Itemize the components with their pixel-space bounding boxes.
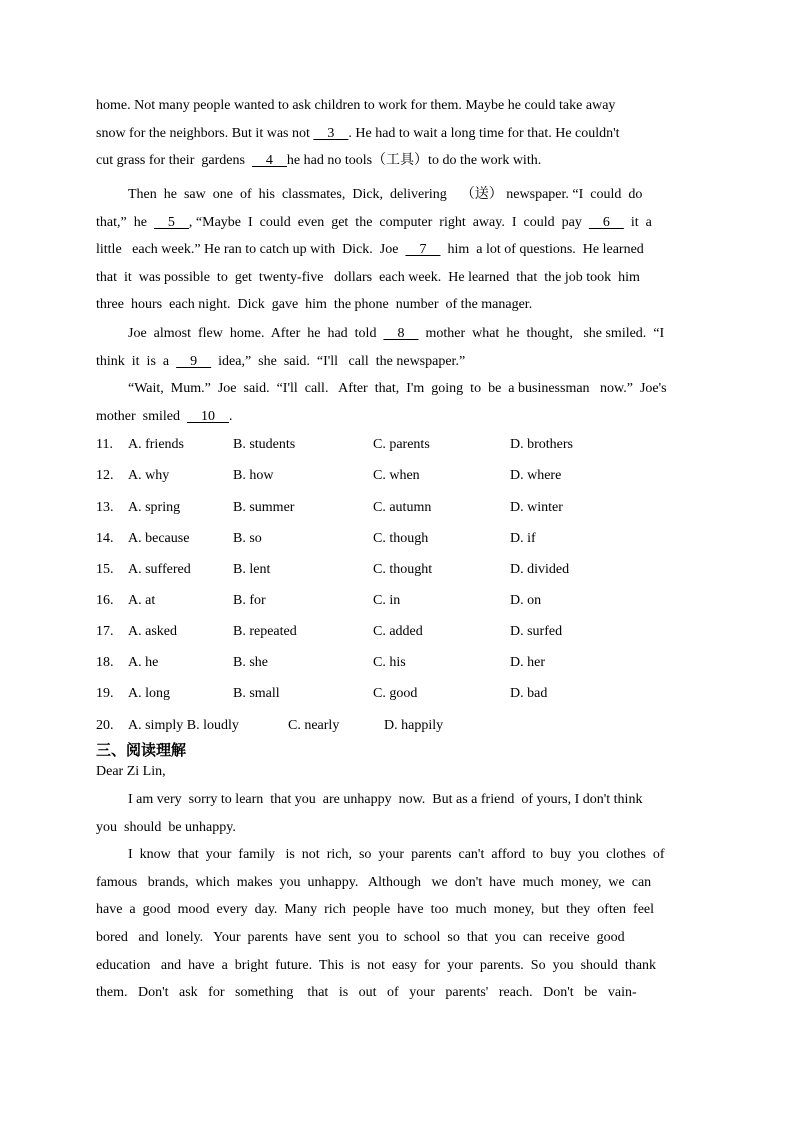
question-row — [96, 460, 696, 491]
passage-line: mother smiled 10 . — [96, 403, 696, 431]
blank-10[interactable]: 10 — [187, 408, 229, 424]
option-a-b[interactable]: A. simply B. loudly — [128, 718, 239, 733]
option-d[interactable]: D. where — [510, 468, 562, 483]
option-b[interactable]: B. repeated — [233, 624, 297, 639]
question-row — [96, 492, 696, 523]
letter-line: have a good mood every day. Many rich people have too much money, but they often feel — [96, 902, 655, 918]
option-a[interactable]: A. spring — [128, 500, 181, 515]
passage-line: that,” he 5 , “Maybe I could even get the computer right away. I could pay 6 it a — [96, 209, 696, 237]
blank-3[interactable]: 3 — [313, 125, 349, 141]
option-a[interactable]: A. because — [128, 531, 190, 546]
passage-line: think it is a 9 idea,” she said. “I'll call the newspaper.” — [96, 348, 696, 376]
letter-salutation: Dear Zi Lin, — [96, 764, 166, 779]
question-row — [96, 647, 696, 678]
cloze-paragraph-4 — [96, 375, 696, 430]
question-row — [96, 585, 696, 616]
option-c[interactable]: C. in — [373, 593, 401, 608]
cloze-paragraph-2 — [96, 181, 696, 319]
option-c[interactable]: C. parents — [373, 437, 430, 452]
question-row — [96, 554, 696, 585]
option-b[interactable]: B. small — [233, 686, 280, 701]
option-a[interactable]: A. suffered — [128, 562, 191, 577]
passage-line: “Wait, Mum.” Joe said. “I'll call. After that, I'm going to be a businessman now.” Joe's — [128, 381, 667, 396]
question-number: 18. — [96, 655, 114, 670]
option-a[interactable]: A. at — [128, 593, 156, 608]
blank-7[interactable]: 7 — [405, 242, 441, 258]
letter-body — [96, 786, 696, 1007]
option-c[interactable]: C. his — [373, 655, 406, 670]
passage-line: Joe almost flew home. After he had told 8 mother what he thought, she smiled. “I — [96, 320, 696, 348]
option-c[interactable]: C. good — [373, 686, 418, 701]
blank-6[interactable]: 6 — [588, 214, 624, 230]
option-c[interactable]: C. nearly — [288, 718, 340, 733]
question-number: 13. — [96, 500, 114, 515]
question-number: 14. — [96, 531, 114, 546]
option-a[interactable]: A. he — [128, 655, 159, 670]
passage-line: cut grass for their gardens 4 he had no tools（工具）to do the work with. — [96, 147, 696, 175]
option-d[interactable]: D. on — [510, 593, 542, 608]
blank-9[interactable]: 9 — [176, 353, 212, 369]
question-row — [96, 710, 696, 741]
question-number: 17. — [96, 624, 114, 639]
section-heading: 三、阅读理解 — [96, 741, 187, 759]
question-row — [96, 429, 696, 460]
option-c[interactable]: C. added — [373, 624, 423, 639]
option-a[interactable]: A. asked — [128, 624, 177, 639]
option-d[interactable]: D. brothers — [510, 437, 573, 452]
option-b[interactable]: B. lent — [233, 562, 271, 577]
cloze-passage — [96, 92, 696, 175]
option-d[interactable]: D. happily — [384, 718, 444, 733]
option-d[interactable]: D. bad — [510, 686, 548, 701]
cloze-paragraph-3 — [96, 320, 696, 375]
option-b[interactable]: B. students — [233, 437, 296, 452]
option-b[interactable]: B. for — [233, 593, 266, 608]
letter-line: them. Don't ask for something that is out of your parents' reach. Don't be vain- — [96, 985, 637, 1001]
option-d[interactable]: D. winter — [510, 500, 563, 515]
passage-line: Then he saw one of his classmates, Dick, delivering （送） newspaper. “I could do — [128, 187, 643, 202]
passage-line: that it was possible to get twenty-five dollars each week. He learned that the job took him — [96, 269, 640, 285]
passage-line: snow for the neighbors. But it was not 3 . He had to wait a long time for that. He couldn't — [96, 120, 696, 148]
blank-5[interactable]: 5 — [153, 214, 189, 230]
option-c[interactable]: C. when — [373, 468, 420, 483]
question-number: 15. — [96, 562, 114, 577]
question-row — [96, 678, 696, 709]
option-a[interactable]: A. why — [128, 468, 170, 483]
option-a[interactable]: A. friends — [128, 437, 184, 452]
question-number: 16. — [96, 593, 114, 608]
passage-line: three hours each night. Dick gave him the phone number of the manager. — [96, 297, 533, 313]
option-c[interactable]: C. thought — [373, 562, 433, 577]
blank-8[interactable]: 8 — [383, 326, 419, 341]
option-c[interactable]: C. autumn — [373, 500, 432, 515]
question-number: 20. — [96, 718, 114, 733]
letter-line: I am very sorry to learn that you are unhappy now. But as a friend of yours, I don't think — [128, 792, 643, 807]
question-row — [96, 523, 696, 554]
letter-line: bored and lonely. Your parents have sent you to school so that you can receive good — [96, 929, 625, 945]
blank-4[interactable]: 4 — [251, 153, 287, 169]
question-row — [96, 616, 696, 647]
option-a[interactable]: A. long — [128, 686, 170, 701]
option-d[interactable]: D. divided — [510, 562, 570, 577]
option-b[interactable]: B. how — [233, 468, 274, 483]
passage-line: home. Not many people wanted to ask children to work for them. Maybe he could take away — [96, 98, 616, 113]
letter-line: I know that your family is not rich, so your parents can't afford to buy you clothes of — [128, 847, 665, 863]
letter-line: education and have a bright future. This is not easy for your parents. So you should thank — [96, 957, 657, 973]
option-b[interactable]: B. summer — [233, 500, 295, 515]
letter-line: famous brands, which makes you unhappy. Although we don't have much money, we can — [96, 874, 652, 890]
option-d[interactable]: D. her — [510, 655, 545, 670]
option-d[interactable]: D. surfed — [510, 624, 563, 639]
option-b[interactable]: B. so — [233, 531, 262, 546]
letter-line: you should be unhappy. — [96, 819, 236, 835]
passage-line: little each week.” He ran to catch up with Dick. Joe 7 him a lot of questions. He learned — [96, 236, 696, 264]
question-number: 11. — [96, 437, 113, 452]
option-d[interactable]: D. if — [510, 531, 536, 546]
question-number: 12. — [96, 468, 114, 483]
option-c[interactable]: C. though — [373, 531, 429, 546]
question-number: 19. — [96, 686, 114, 701]
option-b[interactable]: B. she — [233, 655, 268, 670]
